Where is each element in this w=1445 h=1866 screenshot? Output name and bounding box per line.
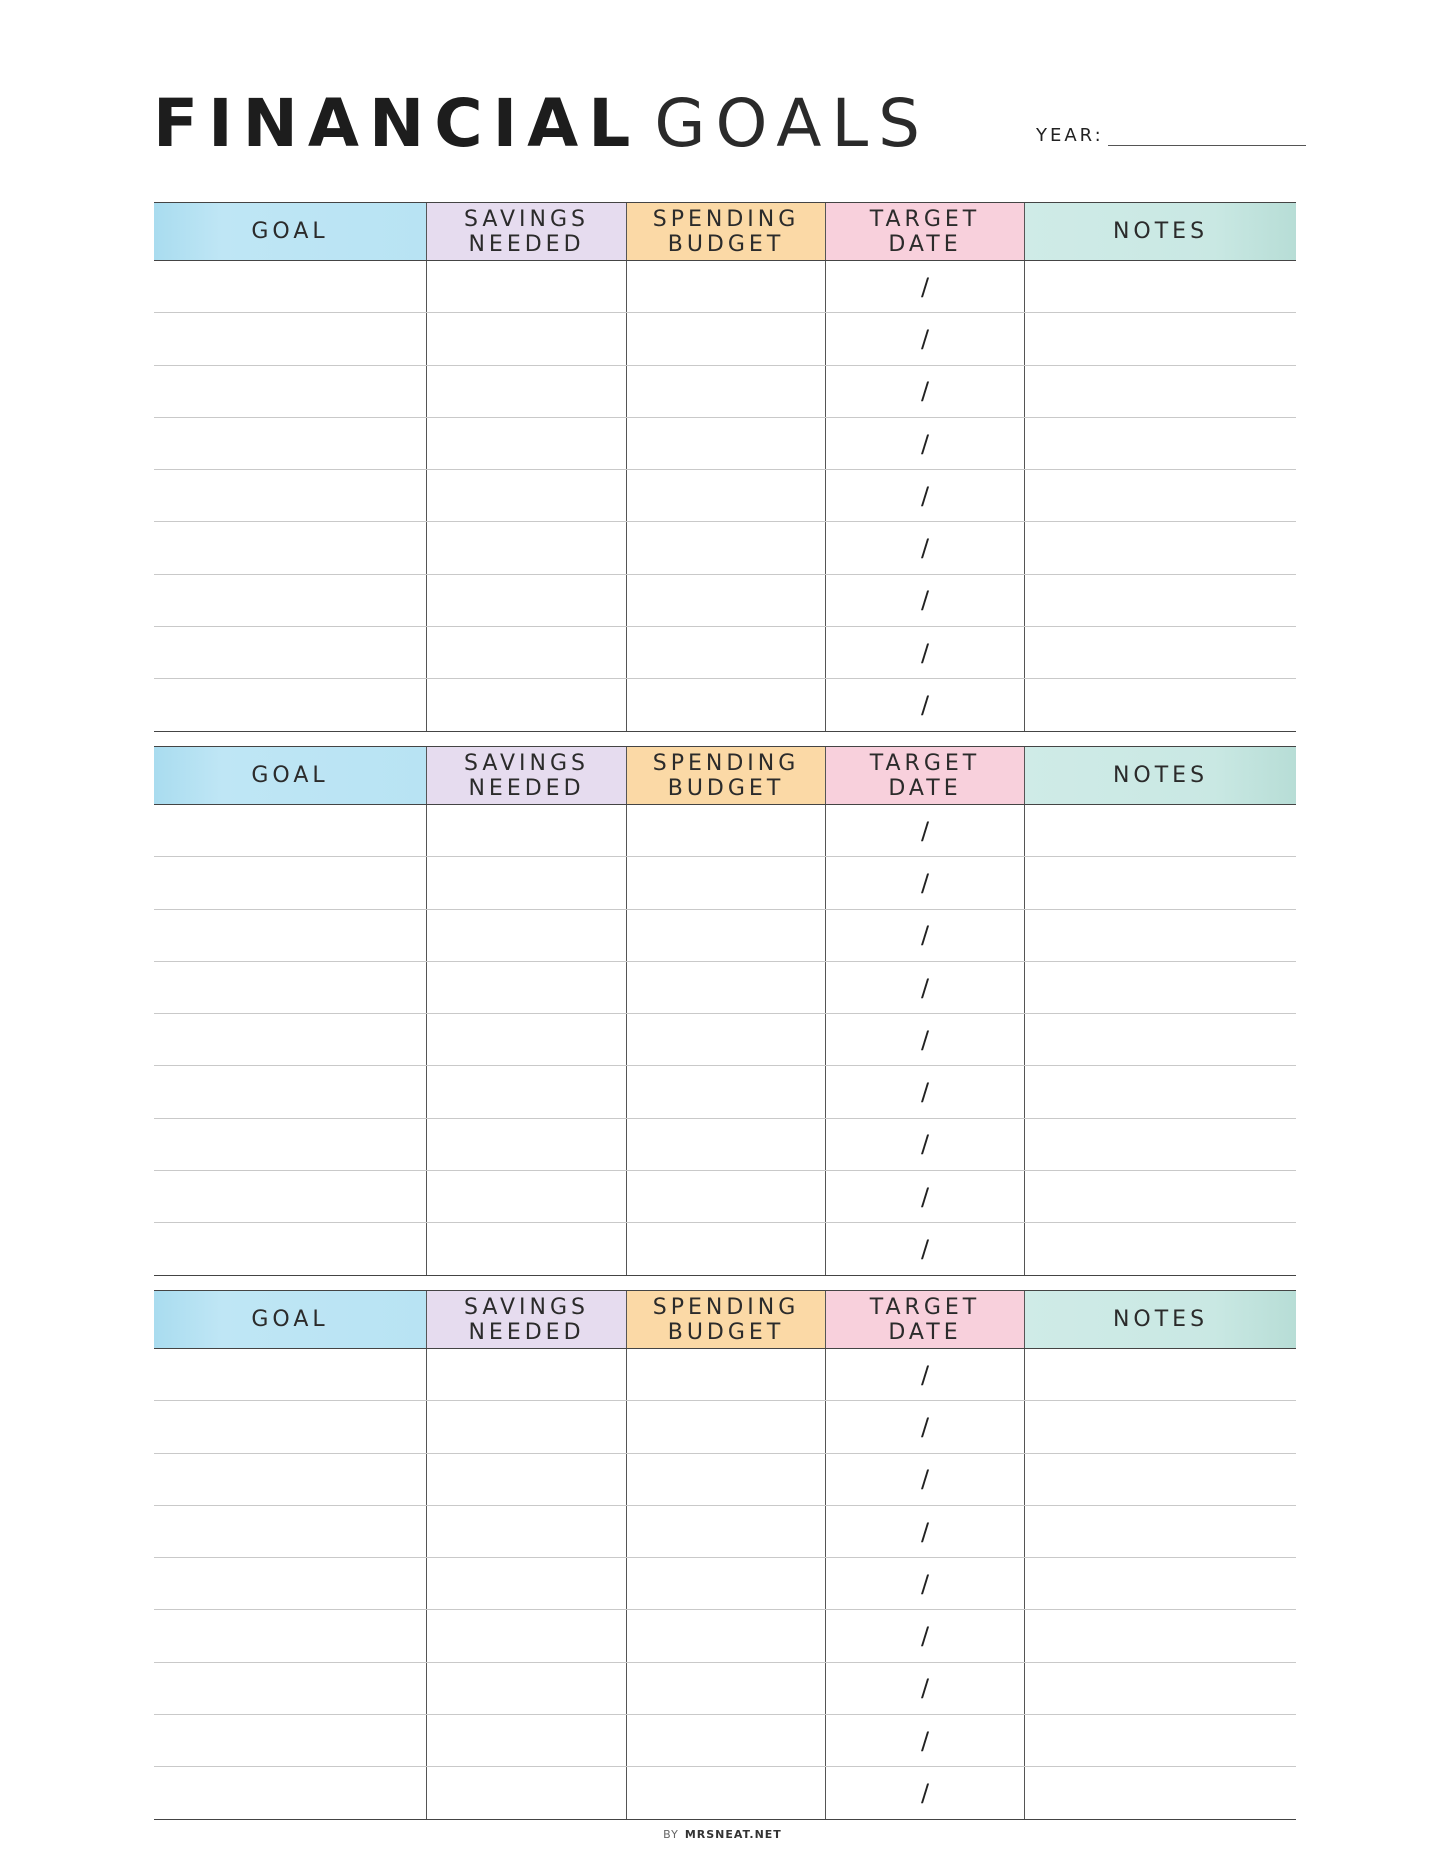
- cell-target[interactable]: /: [825, 962, 1024, 1013]
- cell-target[interactable]: /: [825, 575, 1024, 626]
- footer-credit: [0, 1828, 1445, 1841]
- cell-target[interactable]: /: [825, 1767, 1024, 1818]
- cell-notes[interactable]: [1024, 1014, 1296, 1065]
- table-row: [154, 1171, 1296, 1223]
- cell-notes[interactable]: [1024, 857, 1296, 908]
- cell-spending[interactable]: [626, 313, 825, 364]
- cell-goal[interactable]: [154, 575, 426, 626]
- cell-notes[interactable]: [1024, 313, 1296, 364]
- cell-target[interactable]: /: [825, 1223, 1024, 1274]
- table-row: [154, 1066, 1296, 1118]
- cell-notes[interactable]: [1024, 627, 1296, 678]
- header-goal: GOAL: [154, 1291, 426, 1348]
- header-spending: SPENDING BUDGET: [626, 1291, 825, 1348]
- cell-target[interactable]: /: [825, 627, 1024, 678]
- table-row: [154, 857, 1296, 909]
- cell-target[interactable]: /: [825, 1119, 1024, 1170]
- table-row: [154, 1119, 1296, 1171]
- cell-goal[interactable]: [154, 1401, 426, 1452]
- cell-goal[interactable]: [154, 1171, 426, 1222]
- cell-spending[interactable]: [626, 575, 825, 626]
- cell-goal[interactable]: [154, 1558, 426, 1609]
- cell-notes[interactable]: [1024, 1223, 1296, 1274]
- cell-goal[interactable]: [154, 1454, 426, 1505]
- table-row: [154, 575, 1296, 627]
- cell-target[interactable]: /: [825, 522, 1024, 573]
- cell-savings[interactable]: [426, 1014, 626, 1065]
- cell-goal[interactable]: [154, 805, 426, 856]
- cell-savings[interactable]: [426, 470, 626, 521]
- cell-spending[interactable]: [626, 1454, 825, 1505]
- cell-savings[interactable]: [426, 910, 626, 961]
- table-row: [154, 805, 1296, 857]
- table-row: [154, 627, 1296, 679]
- cell-notes[interactable]: [1024, 910, 1296, 961]
- year-label: YEAR:: [1036, 125, 1104, 146]
- cell-target[interactable]: /: [825, 910, 1024, 961]
- table-row: [154, 522, 1296, 574]
- cell-spending[interactable]: [626, 627, 825, 678]
- cell-goal[interactable]: [154, 522, 426, 573]
- cell-target[interactable]: /: [825, 366, 1024, 417]
- title-bold-word: FINANCIAL: [153, 85, 641, 162]
- cell-savings[interactable]: [426, 1663, 626, 1714]
- cell-savings[interactable]: [426, 627, 626, 678]
- header-spending: SPENDING BUDGET: [626, 203, 825, 260]
- goals-table-2: [154, 746, 1296, 1276]
- cell-spending[interactable]: [626, 1506, 825, 1557]
- cell-goal[interactable]: [154, 910, 426, 961]
- cell-notes[interactable]: [1024, 962, 1296, 1013]
- year-field: [1036, 116, 1306, 146]
- cell-goal[interactable]: [154, 1066, 426, 1117]
- header-notes: NOTES: [1024, 747, 1296, 804]
- table-row: [154, 261, 1296, 313]
- cell-goal[interactable]: [154, 366, 426, 417]
- cell-savings[interactable]: [426, 313, 626, 364]
- cell-goal[interactable]: [154, 313, 426, 364]
- page-title: [153, 84, 930, 164]
- cell-target[interactable]: /: [825, 1349, 1024, 1400]
- cell-savings[interactable]: [426, 805, 626, 856]
- cell-notes[interactable]: [1024, 1610, 1296, 1661]
- cell-spending[interactable]: [626, 962, 825, 1013]
- cell-notes[interactable]: [1024, 575, 1296, 626]
- table-header-row: [154, 746, 1296, 805]
- table-row: [154, 1349, 1296, 1401]
- cell-goal[interactable]: [154, 1349, 426, 1400]
- cell-notes[interactable]: [1024, 1119, 1296, 1170]
- cell-target[interactable]: /: [825, 857, 1024, 908]
- cell-spending[interactable]: [626, 1767, 825, 1818]
- cell-savings[interactable]: [426, 1506, 626, 1557]
- header-goal: GOAL: [154, 747, 426, 804]
- cell-goal[interactable]: [154, 679, 426, 730]
- cell-target[interactable]: /: [825, 261, 1024, 312]
- header-savings: SAVINGS NEEDED: [426, 203, 626, 260]
- table-row: [154, 470, 1296, 522]
- table-row: [154, 1663, 1296, 1715]
- cell-target[interactable]: /: [825, 1610, 1024, 1661]
- cell-savings[interactable]: [426, 1767, 626, 1818]
- table-row: [154, 1454, 1296, 1506]
- cell-savings[interactable]: [426, 1171, 626, 1222]
- header-notes: NOTES: [1024, 203, 1296, 260]
- cell-target[interactable]: /: [825, 313, 1024, 364]
- table-row: [154, 418, 1296, 470]
- cell-goal[interactable]: [154, 962, 426, 1013]
- cell-target[interactable]: /: [825, 1663, 1024, 1714]
- cell-savings[interactable]: [426, 1610, 626, 1661]
- table-row: [154, 679, 1296, 731]
- table-header-row: [154, 202, 1296, 261]
- cell-spending[interactable]: [626, 1401, 825, 1452]
- cell-spending[interactable]: [626, 1349, 825, 1400]
- cell-goal[interactable]: [154, 1715, 426, 1766]
- cell-goal[interactable]: [154, 418, 426, 469]
- cell-savings[interactable]: [426, 1715, 626, 1766]
- footer-site: MRSNEAT.NET: [684, 1828, 782, 1841]
- cell-target[interactable]: /: [825, 470, 1024, 521]
- cell-savings[interactable]: [426, 1119, 626, 1170]
- cell-savings[interactable]: [426, 1454, 626, 1505]
- header-goal: GOAL: [154, 203, 426, 260]
- goals-table-1: [154, 202, 1296, 732]
- cell-savings[interactable]: [426, 1349, 626, 1400]
- cell-savings[interactable]: [426, 1401, 626, 1452]
- cell-spending[interactable]: [626, 1014, 825, 1065]
- cell-savings[interactable]: [426, 1223, 626, 1274]
- goals-table-3: [154, 1290, 1296, 1820]
- cell-target[interactable]: /: [825, 1014, 1024, 1065]
- cell-spending[interactable]: [626, 1223, 825, 1274]
- cell-savings[interactable]: [426, 857, 626, 908]
- cell-spending[interactable]: [626, 910, 825, 961]
- cell-notes[interactable]: [1024, 522, 1296, 573]
- cell-target[interactable]: /: [825, 679, 1024, 730]
- cell-spending[interactable]: [626, 261, 825, 312]
- cell-spending[interactable]: [626, 1119, 825, 1170]
- cell-goal[interactable]: [154, 1119, 426, 1170]
- cell-goal[interactable]: [154, 1663, 426, 1714]
- table-row: [154, 1223, 1296, 1275]
- cell-goal[interactable]: [154, 1223, 426, 1274]
- cell-target[interactable]: /: [825, 1558, 1024, 1609]
- cell-savings[interactable]: [426, 366, 626, 417]
- table-row: [154, 1610, 1296, 1662]
- cell-target[interactable]: /: [825, 1066, 1024, 1117]
- cell-target[interactable]: /: [825, 805, 1024, 856]
- cell-goal[interactable]: [154, 470, 426, 521]
- cell-target[interactable]: /: [825, 1171, 1024, 1222]
- cell-spending[interactable]: [626, 470, 825, 521]
- header-spending: SPENDING BUDGET: [626, 747, 825, 804]
- cell-notes[interactable]: [1024, 1767, 1296, 1818]
- cell-goal[interactable]: [154, 1014, 426, 1065]
- cell-spending[interactable]: [626, 1171, 825, 1222]
- cell-notes[interactable]: [1024, 418, 1296, 469]
- cell-spending[interactable]: [626, 1610, 825, 1661]
- header-notes: NOTES: [1024, 1291, 1296, 1348]
- table-row: [154, 313, 1296, 365]
- table-row: [154, 910, 1296, 962]
- year-input-line[interactable]: [1108, 122, 1306, 146]
- cell-target[interactable]: /: [825, 1506, 1024, 1557]
- cell-savings[interactable]: [426, 679, 626, 730]
- cell-spending[interactable]: [626, 1715, 825, 1766]
- cell-goal[interactable]: [154, 1506, 426, 1557]
- cell-savings[interactable]: [426, 1558, 626, 1609]
- cell-notes[interactable]: [1024, 1663, 1296, 1714]
- cell-target[interactable]: /: [825, 1454, 1024, 1505]
- title-light-word: GOALS: [654, 85, 931, 162]
- table-row: [154, 1558, 1296, 1610]
- cell-notes[interactable]: [1024, 1506, 1296, 1557]
- table-row: [154, 1401, 1296, 1453]
- cell-savings[interactable]: [426, 962, 626, 1013]
- cell-spending[interactable]: [626, 805, 825, 856]
- table-row: [154, 1506, 1296, 1558]
- cell-target[interactable]: /: [825, 1715, 1024, 1766]
- cell-spending[interactable]: [626, 679, 825, 730]
- footer-by: BY: [663, 1828, 679, 1841]
- cell-spending[interactable]: [626, 1558, 825, 1609]
- cell-notes[interactable]: [1024, 1454, 1296, 1505]
- cell-savings[interactable]: [426, 575, 626, 626]
- cell-savings[interactable]: [426, 418, 626, 469]
- cell-notes[interactable]: [1024, 470, 1296, 521]
- cell-spending[interactable]: [626, 418, 825, 469]
- cell-savings[interactable]: [426, 522, 626, 573]
- table-header-row: [154, 1290, 1296, 1349]
- cell-target[interactable]: /: [825, 1401, 1024, 1452]
- cell-notes[interactable]: [1024, 805, 1296, 856]
- header-target: TARGET DATE: [825, 1291, 1024, 1348]
- cell-notes[interactable]: [1024, 1558, 1296, 1609]
- cell-savings[interactable]: [426, 261, 626, 312]
- cell-spending[interactable]: [626, 857, 825, 908]
- header-target: TARGET DATE: [825, 203, 1024, 260]
- cell-notes[interactable]: [1024, 1715, 1296, 1766]
- table-row: [154, 962, 1296, 1014]
- cell-goal[interactable]: [154, 1767, 426, 1818]
- cell-notes[interactable]: [1024, 1171, 1296, 1222]
- cell-spending[interactable]: [626, 366, 825, 417]
- cell-goal[interactable]: [154, 857, 426, 908]
- cell-notes[interactable]: [1024, 679, 1296, 730]
- cell-goal[interactable]: [154, 627, 426, 678]
- cell-spending[interactable]: [626, 1663, 825, 1714]
- header-target: TARGET DATE: [825, 747, 1024, 804]
- table-row: [154, 1715, 1296, 1767]
- cell-spending[interactable]: [626, 1066, 825, 1117]
- cell-target[interactable]: /: [825, 418, 1024, 469]
- header-savings: SAVINGS NEEDED: [426, 1291, 626, 1348]
- cell-notes[interactable]: [1024, 261, 1296, 312]
- table-row: [154, 1014, 1296, 1066]
- cell-notes[interactable]: [1024, 1401, 1296, 1452]
- cell-notes[interactable]: [1024, 366, 1296, 417]
- header-savings: SAVINGS NEEDED: [426, 747, 626, 804]
- cell-notes[interactable]: [1024, 1349, 1296, 1400]
- table-row: [154, 1767, 1296, 1819]
- cell-spending[interactable]: [626, 522, 825, 573]
- cell-goal[interactable]: [154, 1610, 426, 1661]
- cell-goal[interactable]: [154, 261, 426, 312]
- cell-notes[interactable]: [1024, 1066, 1296, 1117]
- table-row: [154, 366, 1296, 418]
- cell-savings[interactable]: [426, 1066, 626, 1117]
